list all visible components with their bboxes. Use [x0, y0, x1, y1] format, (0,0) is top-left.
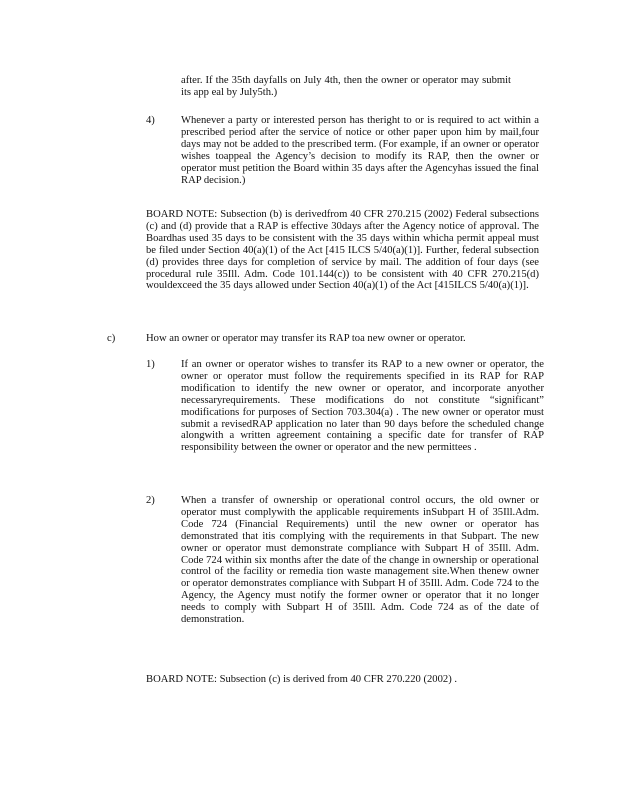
- item-c2-marker: 2): [146, 495, 155, 506]
- item-4-text: Whenever a party or interested person has theright to or is required to act within a prescribed period after the service of notice or other paper upon him by mail,four days may not be added to the prescribed term. (For example, if an owner or operator wishes toappeal the Agency’s decision to modify its RAP, then the owner or operator must petition the Board within 35 days after the Agencyhas issued the final RAP decision.): [181, 115, 539, 186]
- continued-paragraph: after. If the 35th dayfalls on July 4th, then the owner or operator may submit its app eal by July5th.): [181, 75, 511, 98]
- board-note-subsection-c: BOARD NOTE: Subsection (c) is derived from 40 CFR 270.220 (2002) .: [146, 674, 458, 685]
- section-c-marker: c): [107, 333, 116, 344]
- item-c1-marker: 1): [146, 359, 155, 370]
- item-c1-text: If an owner or operator wishes to transfer its RAP to a new owner or operator, the owner or operator must follow the requirements specified in its RAP for RAP modification to identify the new owner or operator, and incorporate anyother necessaryrequirements. These modifications do not constitute “significant” modifications for purposes of Section 703.304(a) . The new owner or operator must submit a revisedRAP application no later than 90 days before the scheduled change alongwith a written agreement containing a specific date for transfer of RAP responsibility between the owner or operator and the new permittees .: [181, 359, 544, 454]
- board-note-subsection-b: BOARD NOTE: Subsection (b) is derivedfrom 40 CFR 270.215 (2002) Federal subsections (c) and (d) provide that a RAP is effective 30days after the Agency notice of approval. The Boardhas used 35 days to be consistent with the 35 days within whicha permit appeal must be filed under Section 40(a)(1) of the Act [415 ILCS 5/40(a)(1)]. Further, federal subsection (d) provides three days for completion of service by mail. The addition of four days (see procedural rule 35Ill. Adm. Code 101.144(c)) to be consistent with 40 CFR 270.215(d) wouldexceed the 35 days allowed under Section 40(a)(1) of the Act [415ILCS 5/40(a)(1)].: [146, 209, 539, 292]
- item-c2-text: When a transfer of ownership or operational control occurs, the old owner or operator must complywith the applicable requirements inSubpart H of 35Ill.Adm. Code 724 (Financial Requirements) until the new owner or operator has demonstrated that itis complying with the requirements in that Subpart. The new owner or operator must demonstrate compliance with Subpart H of 35Ill. Adm. Code 724 within six months after the date of the change in ownership or operational control of the facility or remedia tion waste management site.When thenew owner or operator demonstrates compliance with Subpart H of 35Ill. Adm. Code 724 to the Agency, the Agency must notify the former owner or operator that it no longer needs to comply with Subpart H of 35Ill. Adm. Code 724 as of the date of demonstration.: [181, 495, 539, 626]
- section-c-heading: How an owner or operator may transfer its RAP toa new owner or operator.: [146, 333, 466, 344]
- item-4-marker: 4): [146, 115, 155, 126]
